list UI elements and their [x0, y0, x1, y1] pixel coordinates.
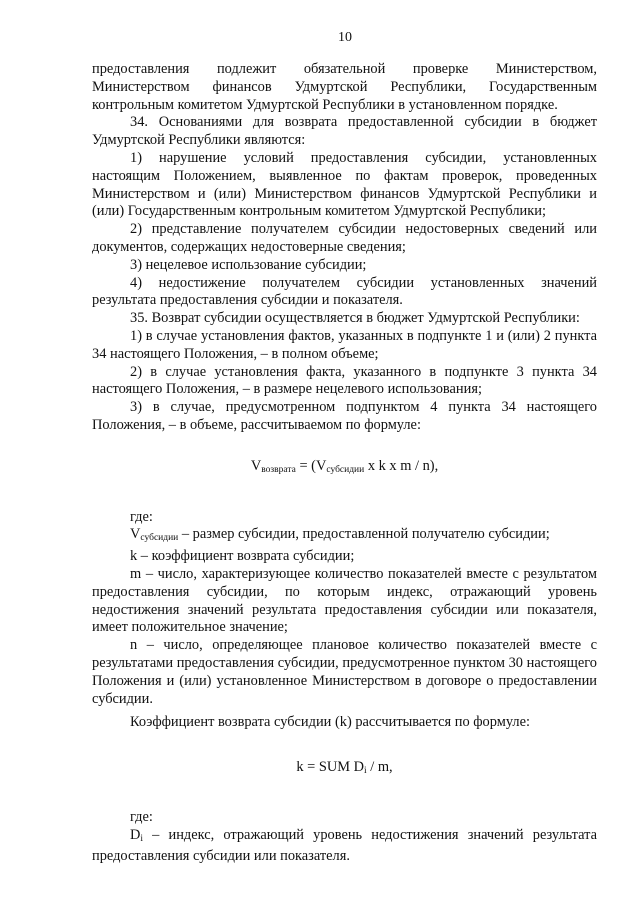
definition-v [92, 526, 597, 548]
paragraph-35: 35. Возврат субсидии осуществляется в бюджет Удмуртской Республики: [130, 310, 580, 327]
paragraph-34-item-4: 4) недостижение получателем субсидии установленных значений результата предоставления субсидии и показателя. [92, 274, 597, 309]
definition-v-sub: субсидии [140, 533, 179, 544]
definition-v-symbol: V [130, 526, 141, 543]
paragraph-34-item-3: 3) нецелевое использование субсидии; [130, 256, 367, 273]
paragraph-34-item-1: 1) нарушение условий предоставления субсидии, установленных настоящим Положением, выявленное по фактам проверок, проведенных Министерством и (или) Министерством финансов Удмуртской Республики и (или) Государственным контрольным комитетом Удмуртской Республики; [92, 149, 597, 220]
where-label-2: где: [130, 808, 153, 825]
paragraph-35-item-2: 2) в случае установления факта, указанного в подпункте 3 пункта 34 настоящего Положения, – в размере нецелевого использования; [92, 363, 597, 398]
formula-v: V [250, 457, 262, 474]
definition-m: m – число, характеризующее количество показателей вместе с результатом предоставления субсидии, по которым индекс, отражающий уровень недостижения значений результата предоставления субсидии или показателя, имеет положительное значение; [92, 565, 597, 636]
definition-v-text: – размер субсидии, предоставленной получателю субсидии; [178, 526, 550, 543]
paragraph-34: 34. Основаниями для возврата предоставленной субсидии в бюджет Удмуртской Республики являются: [92, 114, 597, 149]
formula-coefficient [92, 759, 597, 781]
definition-d-symbol: D [130, 826, 141, 843]
paragraph-35-item-1: 1) в случае установления фактов, указанных в подпункте 1 и (или) 2 пункта 34 настоящего Положения, – в полном объеме; [92, 327, 597, 362]
definition-k: k – коэффициент возврата субсидии; [130, 548, 355, 565]
formula-eq-open: = (V [295, 457, 327, 474]
formula-rest: x k x m / n), [364, 457, 439, 474]
definition-d-text: – индекс, отражающий уровень недостижения значений результата предоставления субсидии или показателя. [92, 826, 597, 865]
paragraph-intro: предоставления подлежит обязательной проверке Министерством, Министерством финансов Удмуртской Республики, Государственным контрольным комитетом Удмуртской Республики в установленном порядке. [92, 61, 597, 113]
paragraph-35-item-3: 3) в случае, предусмотренном подпунктом 4 пункта 34 настоящего Положения, – в объеме, рассчитываемом по формуле: [92, 399, 597, 433]
formula2-pre: k = SUM D [296, 759, 365, 776]
formula-sub-return: возврата [261, 464, 296, 475]
formula2-sub: i [364, 766, 367, 777]
formula-return-volume [92, 458, 597, 480]
formula2-post: / m, [366, 759, 393, 776]
paragraph-34-item-2: 2) представление получателем субсидии недостоверных сведений или документов, содержащих недостоверные сведения; [92, 221, 597, 255]
definition-d [92, 827, 597, 867]
page-number: 10 [338, 30, 352, 45]
formula-sub-subsidy: субсидии [326, 464, 365, 475]
where-label-1: где: [130, 508, 153, 525]
definition-d-sub: i [140, 833, 144, 844]
document-body [92, 61, 597, 866]
definition-n: n – число, определяющее плановое количество показателей вместе с результатами предоставления субсидии, предусмотренное пунктом 30 настоящего Положения и (или) установленное Министерством в договоре о предоставлении субсидии. [92, 637, 597, 707]
k-formula-intro: Коэффициент возврата субсидии (k) рассчитывается по формуле: [130, 714, 530, 731]
